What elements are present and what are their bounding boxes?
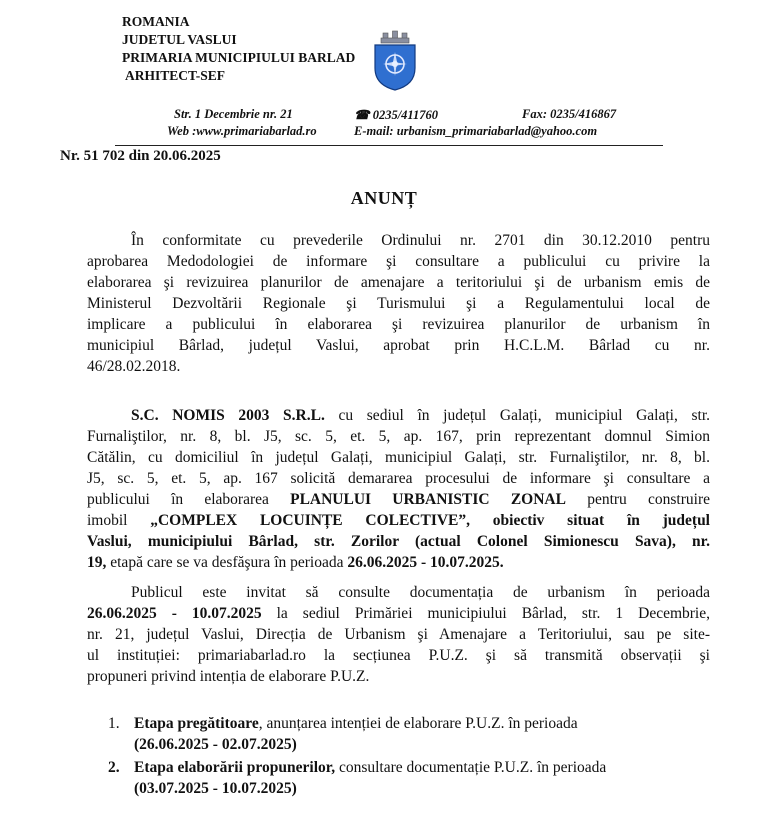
email-link[interactable]: E-mail: urbanism_primariabarlad@yahoo.com: [354, 124, 598, 138]
letterhead: [122, 13, 355, 85]
text-line: Cătălin, cu domiciliul în județul Galați, municipiul Galați, str. Furnaliştilor, nr. 8, bl.: [87, 449, 710, 466]
company-name: S.C. NOMIS 2003 S.R.L.: [131, 407, 325, 424]
text-line: 19, etapă care se va desfăşura în perioada 26.06.2025 - 10.07.2025.: [87, 554, 504, 571]
fax-number: Fax: 0235/416867: [522, 107, 617, 121]
project-name: „COMPLEX LOCUINȚE COLECTIVE”, obiectiv situat în județul: [150, 512, 710, 529]
header-department: ARHITECT-SEF: [125, 68, 226, 83]
stages-list: [108, 713, 708, 801]
paragraph-invitation: [87, 582, 710, 687]
phone-line: [354, 107, 438, 123]
list-item: 2. Etapa elaborării propunerilor, consultare documentație P.U.Z. în perioada (03.07.2025 - 10.07.2025): [108, 759, 607, 797]
text-line: elaborarea şi revizuirea planurilor de amenajare a teritoriului şi de urbanism emis de: [87, 274, 710, 291]
text-line: Furnaliştilor, nr. 8, bl. J5, sc. 5, et. 5, ap. 167, prin reprezentant domnul Simion: [87, 428, 710, 445]
text-line: implicare a publicului în elaborarea şi revizuirea planurilor de urbanism în: [87, 316, 710, 333]
header-country: ROMANIA: [122, 14, 190, 29]
registration-number: Nr. 51 702 din 20.06.2025: [60, 148, 221, 164]
coat-of-arms-icon: [370, 30, 420, 92]
text-line: Ministerul Dezvoltării Regionale şi Turismului şi a Regulamentului local de: [87, 295, 710, 312]
header-institution: PRIMARIA MUNICIPIULUI BARLAD: [122, 50, 356, 65]
text-line: 46/28.02.2018.: [87, 358, 181, 375]
address-text: Str. 1 Decembrie nr. 21: [174, 107, 293, 121]
text-line: 26.06.2025 - 10.07.2025 la sediul Primăriei municipiului Bârlad, str. 1 Decembrie,: [87, 605, 710, 622]
phone-number: 0235/411760: [372, 108, 438, 122]
text-line: municipiul Bârlad, județul Vaslui, aprobat prin H.C.L.M. Bârlad cu nr.: [87, 337, 710, 354]
paragraph-request: [87, 405, 710, 573]
text-line: nr. 21, județul Vaslui, Direcția de Urbanism şi Amenajare a Teritoriului, sau pe site-: [87, 626, 710, 643]
text-line: imobil „COMPLEX LOCUINȚE COLECTIVE”, obiectiv situat în județul: [87, 512, 710, 529]
text-line: Vaslui, municipiului Bârlad, str. Zorilor (actual Colonel Simionescu Sava), nr.: [87, 533, 710, 550]
page-title: ANUNȚ: [350, 188, 418, 208]
plan-name: PLANULUI URBANISTIC ZONAL: [290, 491, 566, 508]
text-line: publicului în elaborarea PLANULUI URBANISTIC ZONAL pentru construire: [87, 491, 710, 508]
text-line: aprobarea Medodologiei de informare şi consultare a publicului cu privire la: [87, 253, 710, 270]
list-item: 1. Etapa pregătitoare, anunțarea intenției de elaborare P.U.Z. în perioada (26.06.2025 - 02.07.2025): [108, 715, 578, 753]
text-line: S.C. NOMIS 2003 S.R.L. cu sediul în județul Galați, municipiul Galați, str.: [131, 407, 711, 424]
text-line: propuneri privind intenția de elaborare P.U.Z.: [87, 668, 370, 685]
text-line: ul instituției: primariabarlad.ro la secțiunea P.U.Z. şi să transmită observații şi: [87, 647, 710, 664]
header-county: JUDETUL VASLUI: [122, 32, 237, 47]
website-link[interactable]: Web :www.primariabarlad.ro: [167, 124, 317, 138]
text-line: J5, sc. 5, et. 5, ap. 167 solicită demararea procesului de informare şi consultare a: [87, 470, 710, 487]
contact-block: [160, 107, 720, 141]
paragraph-legal-basis: [87, 230, 710, 377]
telephone-icon: ☎: [354, 108, 370, 122]
consultation-period: 26.06.2025 - 10.07.2025.: [347, 554, 504, 571]
header-divider: [115, 145, 663, 146]
text-line: Publicul este invitat să consulte documentația de urbanism în perioada: [131, 584, 710, 601]
text-line: În conformitate cu prevederile Ordinului nr. 2701 din 30.12.2010 pentru: [131, 232, 710, 249]
